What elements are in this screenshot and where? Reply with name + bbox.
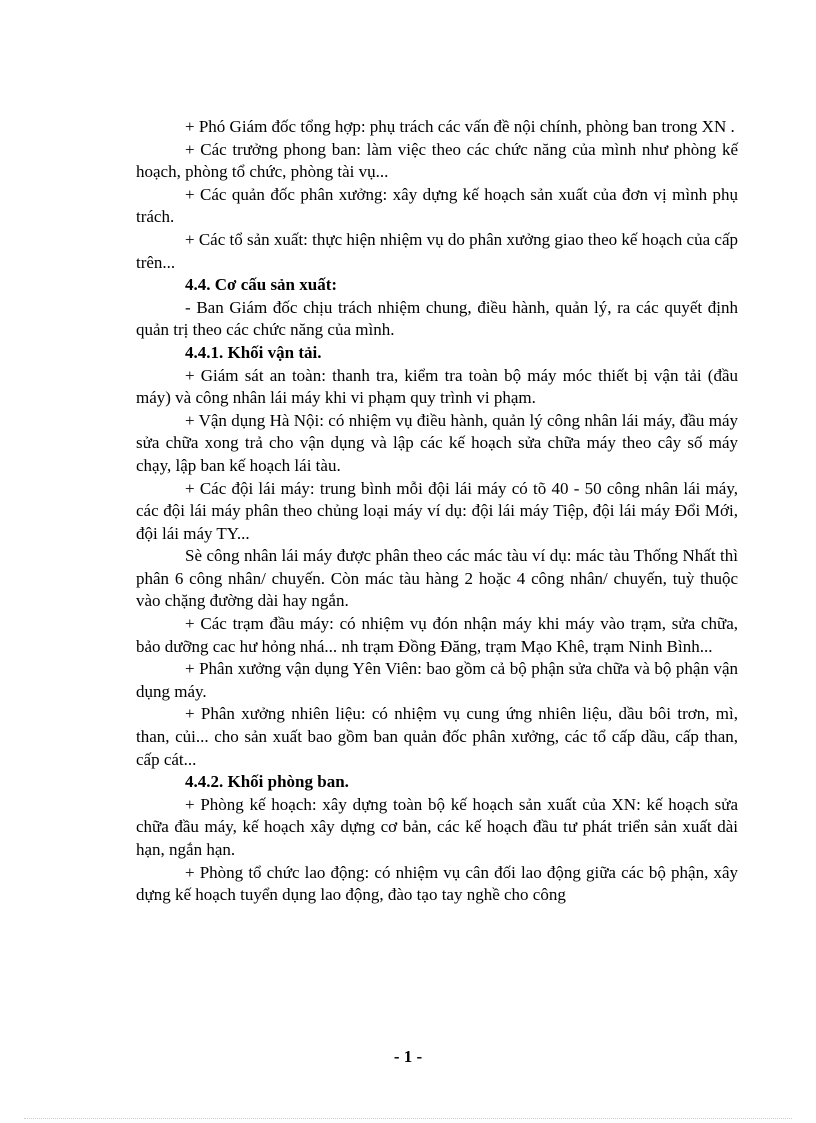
page-number: - 1 - [393,1047,423,1066]
heading-departments-block: 4.4.2. Khối phòng ban. [185,772,349,792]
paragraph-labor-department: + Phòng tổ chức lao động: có nhiệm vụ cân đối lao động giữa các bộ phận, xây dựng kế hoạch tuyển dụng lao động, đào tạo tay nghề cho công [136,862,738,905]
paragraph-workshop-managers: + Các quản đốc phân xưởng: xây dựng kế hoạch sản xuất của đơn vị mình phụ trách. [136,184,738,227]
paragraph-locomotive-stations: + Các trạm đầu máy: có nhiệm vụ đón nhận máy khi máy vào trạm, sửa chữa, bảo dưỡng cac hư hỏng nhá... nh trạm Đồng Đăng, trạm Mạo Khê, trạm Ninh Bình... [136,614,738,656]
paragraph-deputy-director: + Phó Giám đốc tổng hợp: phụ trách các vấn đề nội chính, phòng ban trong XN . [185,117,735,136]
paragraph-planning-department: + Phòng kế hoạch: xây dựng toàn bộ kế hoạch sản xuất của XN: kế hoạch sửa chữa đầu máy, kế hoạch xây dựng cơ bản, các kế hoạch đầu tư phát triển sản xuất dài hạn, ngắn hạn. [136,794,738,859]
paragraph-fuel-workshop: + Phân xưởng nhiên liệu: có nhiệm vụ cung ứng nhiên liệu, dầu bôi trơn, mì, than, củi... cho sản xuất bao gồm ban quản đốc phân xưởng, các tổ cấp dầu, cấp than, cấp cát... [136,704,738,769]
paragraph-production-teams: + Các tổ sản xuất: thực hiện nhiệm vụ do phân xưởng giao theo kế hoạch của cấp trên... [136,229,738,272]
heading-transport-block: 4.4.1. Khối vận tải. [185,342,322,362]
heading-production-structure: 4.4. Cơ cấu sản xuất: [185,275,338,295]
page-bottom-divider [24,1118,792,1119]
paragraph-hanoi-operations: + Vận dụng Hà Nội: có nhiệm vụ điều hành, quản lý công nhân lái máy, đầu máy sửa chữa xong trả cho vận dụng và lập các kế hoạch sửa chữa máy theo cây số máy chạy, lập ban kế hoạch lái tàu. [136,410,738,475]
paragraph-driver-teams: + Các đội lái máy: trung bình mỗi đội lái máy có tõ 40 - 50 công nhân lái máy, các đội lái máy phân theo chủng loại máy ví dụ: đội lái máy Tiệp, đội lái máy Đổi Mới, đội lái máy TY... [136,478,738,543]
paragraph-driver-allocation: Sè công nhân lái máy được phân theo các mác tàu ví dụ: mác tàu Thống Nhất thì phân 6 công nhân/ chuyến. Còn mác tàu hàng 2 hoặc 4 công nhân/ chuyến, tuỳ thuộc vào chặng đường dài hay ngắn. [136,546,738,611]
paragraph-yen-vien-workshop: + Phân xưởng vận dụng Yên Viên: bao gồm cả bộ phận sửa chữa và bộ phận vận dụng máy. [136,659,738,701]
document-body [136,116,738,907]
paragraph-board-of-directors: - Ban Giám đốc chịu trách nhiệm chung, điều hành, quản lý, ra các quyết định quản trị theo các chức năng của mình. [136,297,738,340]
paragraph-department-heads: + Các trưởng phong ban: làm việc theo các chức năng của mình như phòng kế hoạch, phòng tổ chức, phòng tài vụ... [136,139,738,182]
paragraph-safety-supervision: + Giám sát an toàn: thanh tra, kiểm tra toàn bộ máy móc thiết bị vận tải (đầu máy) và công nhân lái máy khi vi phạm quy trình vi phạm. [136,365,738,408]
